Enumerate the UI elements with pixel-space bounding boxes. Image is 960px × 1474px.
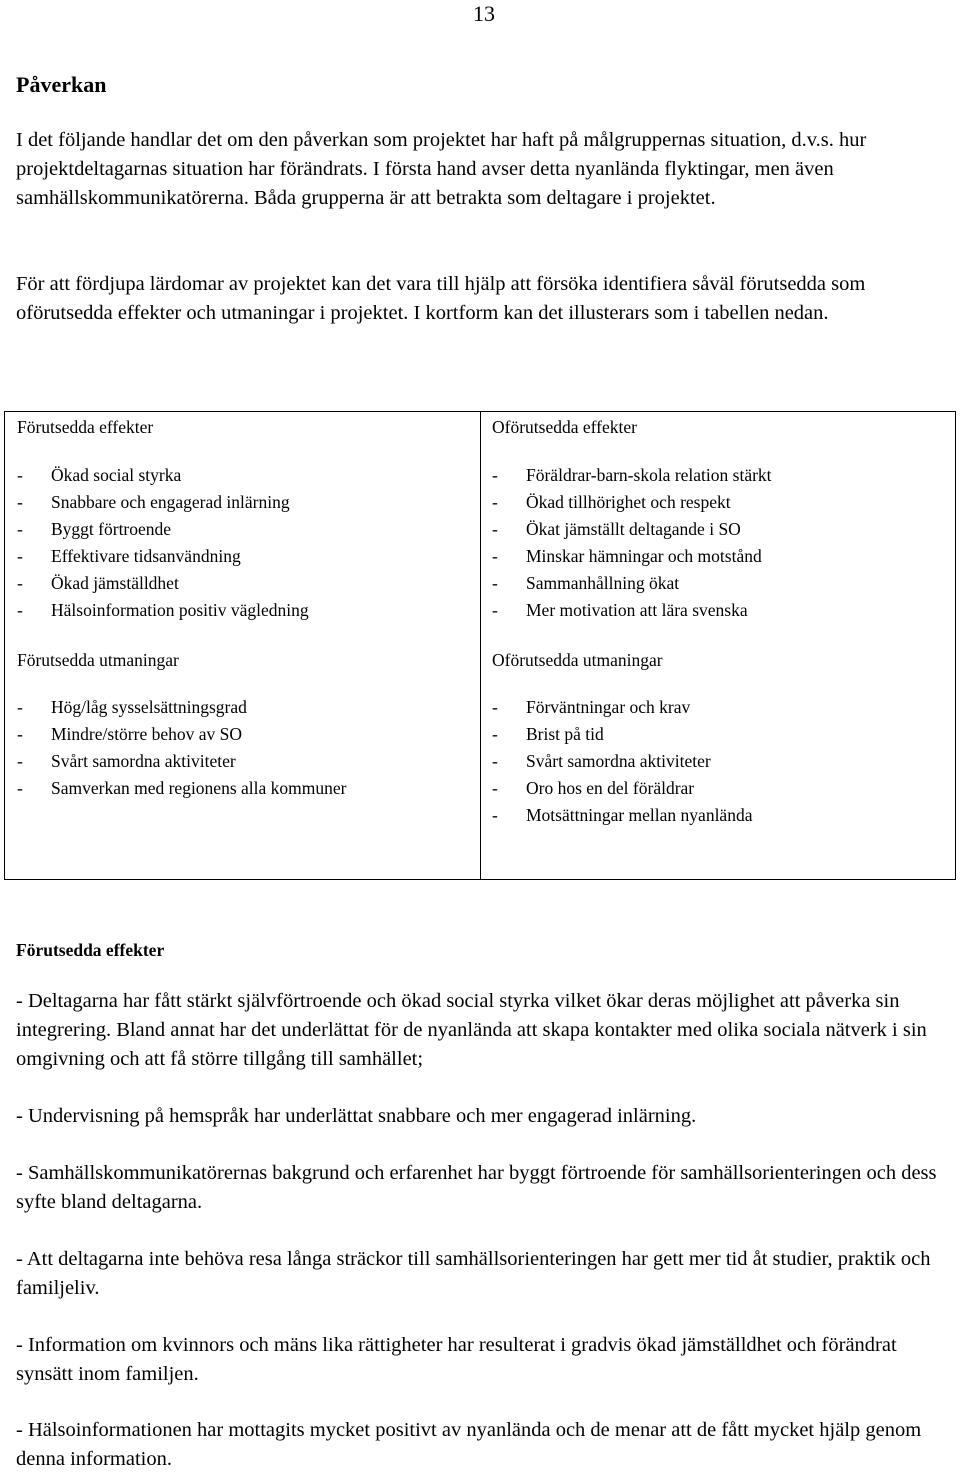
cell-unforeseen-challenges — [492, 647, 752, 829]
table-divider — [480, 412, 481, 879]
unforeseen-challenges-list — [492, 694, 752, 829]
cell-foreseen-challenges — [17, 647, 346, 802]
effects-table — [4, 411, 956, 880]
list-item: - Byggt förtroende — [17, 516, 309, 543]
body-paragraph: - Att deltagarna inte behöva resa långa sträckor till samhällsorienteringen har gett mer tid åt studier, praktik och familjeliv. — [16, 1248, 931, 1299]
list-item: - Sammanhållning ökat — [492, 570, 772, 597]
intro-paragraph: För att fördjupa lärdomar av projektet kan det vara till hjälp att försöka identifiera såväl förutsedda som oförutsedda effekter och utmaningar i projektet. I kortform kan det illusterars som i tabellen nedan. — [16, 273, 866, 324]
list-item: - Effektivare tidsanvändning — [17, 543, 309, 570]
body-paragraph: - Information om kvinnors och mäns lika rättigheter har resulterat i gradvis ökad jämställdhet och förändrat synsätt inom familjen. — [16, 1334, 897, 1385]
list-item: - Minskar hämningar och motstånd — [492, 543, 772, 570]
body-paragraph: - Samhällskommunikatörernas bakgrund och erfarenhet har byggt förtroende för samhällsorienteringen och dess syfte bland deltagarna. — [16, 1162, 937, 1213]
body-paragraph: - Hälsoinformationen har mottagits mycket positivt av nyanlända och de menar att de fått mycket hjälp genom denna information. — [16, 1419, 922, 1470]
cell-unforeseen-effects — [492, 414, 772, 624]
list-item: - Oro hos en del föräldrar — [492, 775, 752, 802]
cell-title: Oförutsedda effekter — [492, 417, 637, 437]
cell-title: Oförutsedda utmaningar — [492, 650, 663, 670]
list-item: - Mindre/större behov av SO — [17, 721, 346, 748]
list-item: - Hälsoinformation positiv vägledning — [17, 597, 309, 624]
foreseen-challenges-list — [17, 694, 346, 802]
list-item: - Mer motivation att lära svenska — [492, 597, 772, 624]
list-item: - Snabbare och engagerad inlärning — [17, 489, 309, 516]
list-item: - Motsättningar mellan nyanlända — [492, 802, 752, 829]
list-item: - Ökad social styrka — [17, 462, 309, 489]
intro-paragraph: I det följande handlar det om den påverkan som projektet har haft på målgruppernas situation, d.v.s. hur projektdeltagarnas situation har förändrats. I första hand avser detta nyanlända flyktingar, men även samhällskommunikatörerna. Båda grupperna är att betrakta som deltagare i projektet. — [16, 129, 867, 209]
list-item: - Samverkan med regionens alla kommuner — [17, 775, 346, 802]
list-item: - Ökad jämställdhet — [17, 570, 309, 597]
foreseen-effects-list — [17, 462, 309, 624]
unforeseen-effects-list — [492, 462, 772, 624]
cell-title: Förutsedda utmaningar — [17, 650, 179, 670]
cell-title: Förutsedda effekter — [17, 417, 154, 437]
list-item: - Brist på tid — [492, 721, 752, 748]
list-item: - Ökat jämställt deltagande i SO — [492, 516, 772, 543]
body-paragraph: - Undervisning på hemspråk har underlättat snabbare och mer engagerad inlärning. — [16, 1105, 697, 1127]
list-item: - Hög/låg sysselsättningsgrad — [17, 694, 346, 721]
body-paragraph: - Deltagarna har fått stärkt självförtroende och ökad social styrka vilket ökar deras möjlighet att påverka sin integrering. Bland annat har det underlättat för de nyanlända att skapa kontakter med olika sociala nätverk i sin omgivning och att få större tillgång till samhället; — [16, 990, 927, 1070]
list-item: - Ökad tillhörighet och respekt — [492, 489, 772, 516]
page-number: 13 — [473, 1, 495, 26]
list-item: - Svårt samordna aktiviteter — [17, 748, 346, 775]
cell-foreseen-effects — [17, 414, 309, 624]
list-item: - Svårt samordna aktiviteter — [492, 748, 752, 775]
page-title: Påverkan — [16, 72, 107, 97]
list-item: - Föräldrar-barn-skola relation stärkt — [492, 462, 772, 489]
section-heading: Förutsedda effekter — [16, 940, 165, 960]
list-item: - Förväntningar och krav — [492, 694, 752, 721]
